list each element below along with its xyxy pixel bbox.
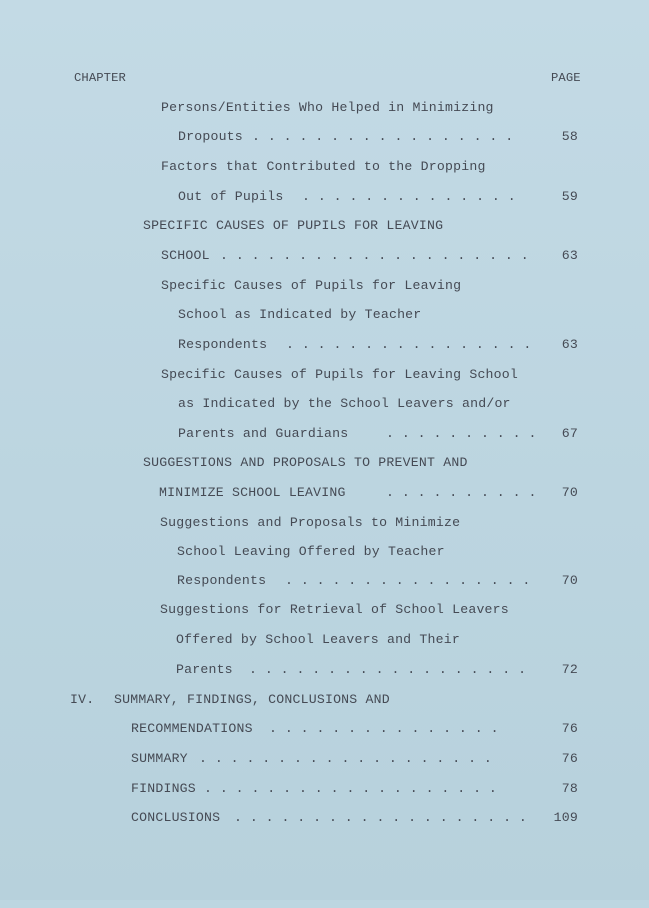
toc-entry	[0, 660, 649, 680]
toc-entry	[0, 749, 649, 769]
toc-entry-text: Parents	[176, 662, 233, 677]
toc-entry-text: Persons/Entities Who Helped in Minimizing	[161, 100, 494, 115]
toc-entry-text: as Indicated by the School Leavers and/or	[178, 396, 511, 411]
toc-entry	[0, 246, 649, 266]
toc-entry-text: SCHOOL	[161, 248, 210, 263]
toc-page-number: 63	[561, 248, 578, 263]
toc-entry-text: RECOMMENDATIONS	[131, 721, 253, 736]
dot-leader: . . . . . . . . . . . . . .	[302, 189, 516, 204]
toc-entry	[0, 98, 649, 118]
toc-entry	[0, 719, 649, 739]
chapter-heading: CHAPTER	[74, 71, 126, 85]
toc-page-number: 67	[561, 426, 578, 441]
toc-entry-text: Specific Causes of Pupils for Leaving School	[161, 367, 519, 382]
toc-entry-text: Factors that Contributed to the Dropping	[161, 159, 486, 174]
toc-entry-text: School Leaving Offered by Teacher	[177, 544, 445, 559]
toc-entry	[0, 276, 649, 296]
toc-entry	[0, 424, 649, 444]
page-heading: PAGE	[551, 71, 581, 85]
toc-entry	[0, 571, 649, 591]
toc-entry-text: Parents and Guardians	[178, 426, 349, 441]
toc-entry-text: School as Indicated by Teacher	[178, 307, 422, 322]
toc-entry	[0, 453, 649, 473]
toc-entry-text: Suggestions for Retrieval of School Leavers	[160, 602, 509, 617]
dot-leader: . . . . . . . . . . . . . . . . .	[252, 129, 514, 144]
toc-entry	[0, 600, 649, 620]
toc-entry-text: Respondents	[178, 337, 268, 352]
toc-entry	[0, 335, 649, 355]
toc-entry	[0, 542, 649, 562]
toc-entry	[0, 483, 649, 503]
toc-entry-text: Dropouts	[178, 129, 243, 144]
toc-page-number: 63	[561, 337, 578, 352]
toc-page-number: 59	[561, 189, 578, 204]
chapter-numeral: IV.	[70, 692, 95, 707]
toc-entry	[0, 394, 649, 414]
toc-entry-text: MINIMIZE SCHOOL LEAVING	[159, 485, 346, 500]
dot-leader: . . . . . . . . . . . . . . .	[269, 721, 499, 736]
dot-leader: . . . . . . . . . . . . . . . .	[286, 337, 532, 352]
dot-leader: . . . . . . . . . . . . . . . . . .	[249, 662, 526, 677]
toc-entry-text: Specific Causes of Pupils for Leaving	[161, 278, 462, 293]
toc-entry	[0, 808, 649, 828]
toc-entry	[0, 305, 649, 325]
dot-leader: . . . . . . . . . . . . . . . .	[285, 573, 531, 588]
toc-entry-text: FINDINGS	[131, 781, 196, 796]
toc-page-number: 58	[561, 129, 578, 144]
toc-entry	[0, 779, 649, 799]
toc-entry	[0, 127, 649, 147]
toc-entry-text: Respondents	[177, 573, 267, 588]
toc-entry-text: SPECIFIC CAUSES OF PUPILS FOR LEAVING	[143, 218, 444, 233]
toc-page-number: 109	[553, 810, 578, 825]
toc-page-number: 76	[561, 751, 578, 766]
dot-leader: . . . . . . . . . . . . . . . . . . . .	[220, 248, 529, 263]
toc-entry	[0, 216, 649, 236]
dot-leader: . . . . . . . . . . . . . . . . . . .	[234, 810, 527, 825]
toc-entry-text: SUMMARY, FINDINGS, CONCLUSIONS AND	[114, 692, 390, 707]
toc-page-number: 76	[561, 721, 578, 736]
dot-leader: . . . . . . . . . .	[386, 485, 537, 500]
toc-page-number: 70	[561, 485, 578, 500]
toc-entry-text: Suggestions and Proposals to Minimize	[160, 515, 461, 530]
header-row	[0, 68, 649, 88]
toc-entry	[0, 365, 649, 385]
dot-leader: . . . . . . . . . . . . . . . . . . .	[199, 751, 492, 766]
toc-entry	[0, 513, 649, 533]
toc-entry-text: Out of Pupils	[178, 189, 284, 204]
toc-entry-text: CONCLUSIONS	[131, 810, 221, 825]
toc-entry	[0, 690, 649, 710]
toc-page-number: 72	[561, 662, 578, 677]
toc-entry-text: SUGGESTIONS AND PROPOSALS TO PREVENT AND	[143, 455, 468, 470]
toc-entry	[0, 187, 649, 207]
toc-page-number: 78	[561, 781, 578, 796]
toc-entry-text: SUMMARY	[131, 751, 188, 766]
toc-page-number: 70	[561, 573, 578, 588]
dot-leader: . . . . . . . . . . . . . . . . . . .	[204, 781, 497, 796]
toc-entry-text: Offered by School Leavers and Their	[176, 632, 460, 647]
toc-entry	[0, 630, 649, 650]
toc-entry	[0, 157, 649, 177]
dot-leader: . . . . . . . . . .	[386, 426, 537, 441]
